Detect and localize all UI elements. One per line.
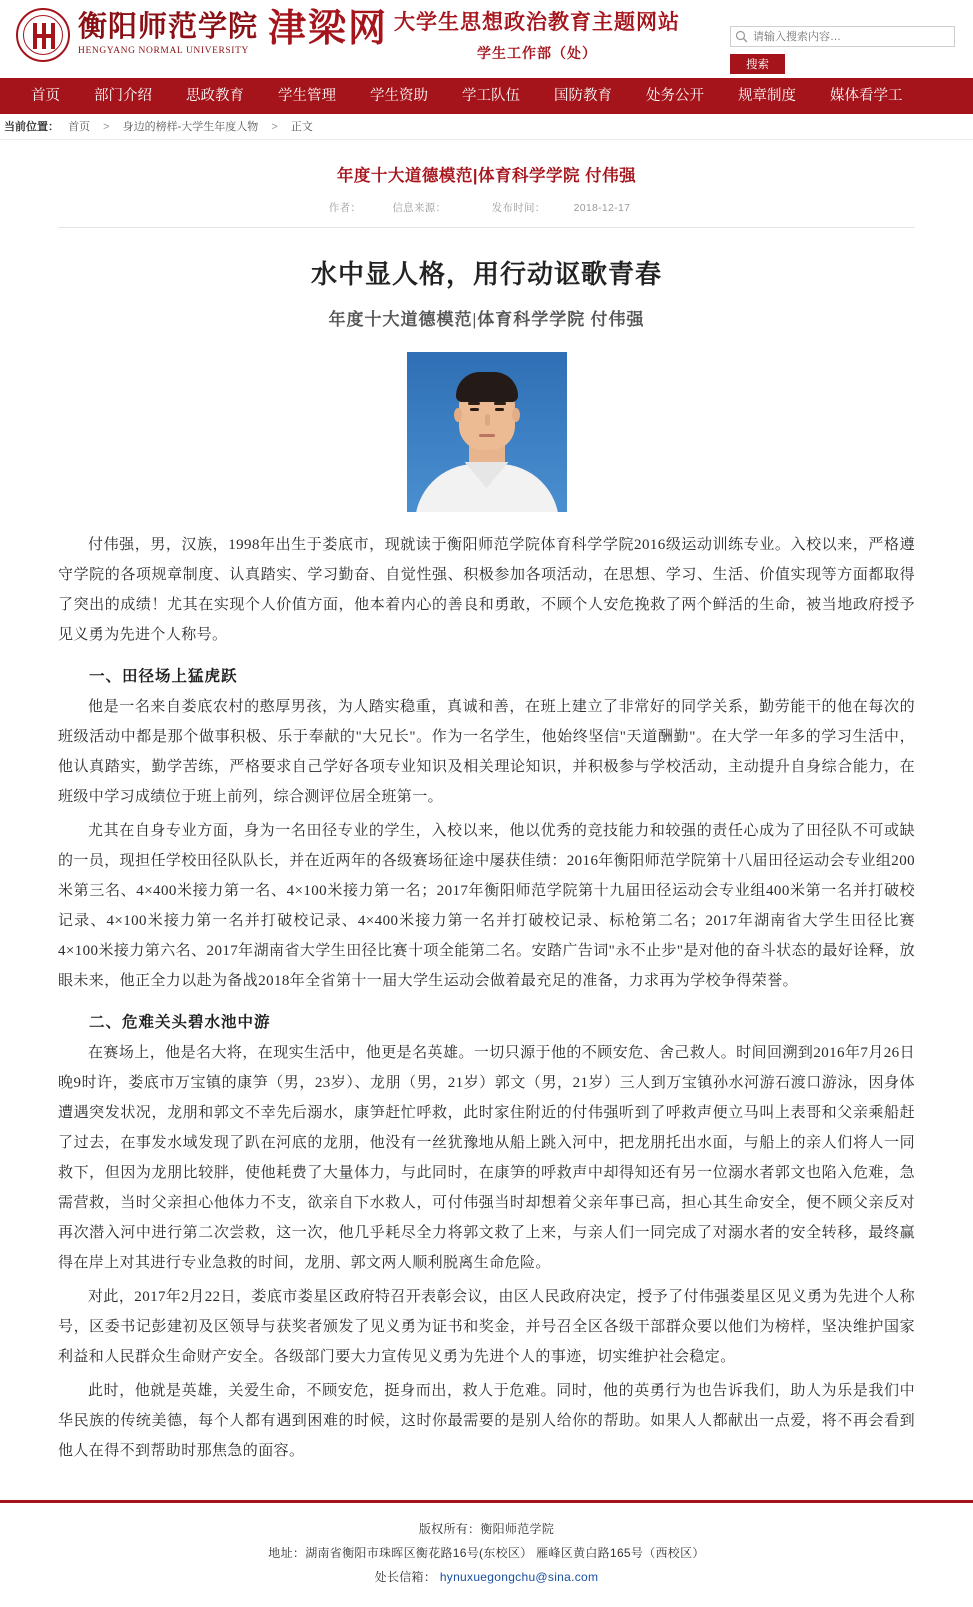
breadcrumb-item-home[interactable]: 首页 (68, 121, 91, 133)
footer-address: 地址：湖南省衡阳市珠晖区衡花路16号(东校区） 雁峰区黄白路165号（西校区） (268, 1546, 705, 1560)
page-title: 年度十大道德模范|体育科学学院 付伟强 (336, 167, 637, 185)
article-headline: 水中显人格，用行动讴歌青春 (310, 260, 662, 289)
brand-subtitle-dept: 学生工作部（处） (477, 47, 598, 63)
breadcrumb-label: 当前位置： (4, 121, 59, 133)
main-nav (0, 78, 973, 114)
site-header (0, 0, 973, 78)
article-paragraph: 在赛场上，他是名大将，在现实生活中，他更是名英雄。一切只源于他的不顾安危、舍己救人。时间回溯到2016年7月26日晚9时许，娄底市万宝镇的康笋（男，23岁）、龙朋（男，21岁）郭文（男，21岁）三人到万宝镇孙水河游石渡口游泳，因身体遭遇突发状况，龙朋和郭文不幸先后溺水，康笋赶忙呼救，此时家住附近的付伟强听到了呼救声便立马叫上表哥和父亲乘船赶了过去，在事发水域发现了趴在河底的龙朋，他没有一丝犹豫地从船上跳入河中，把龙朋托出水面，与船上的亲人们将人一同救下，但因为龙朋比较胖，使他耗费了大量体力，与此同时，在康笋的呼救声中却得知还有另一位溺水者郭文也陷入危难，急需营救，当时父亲担心他体力不支，欲亲自下水救人，可付伟强当时却想着父亲年事已高，担心其生命安全，便不顾父亲反对再次潜入河中进行第二次尝救，这一次，他几乎耗尽全力将郭文救了上来，与亲人们一同完成了对溺水者的安全转移，最终赢得在岸上对其进行专业急救的时间，龙朋、郭文两人顺利脱离生命危险。 (58, 1045, 915, 1271)
article-author: 作者： (328, 202, 362, 214)
nav-item-ideology[interactable]: 思政教育 (186, 88, 244, 104)
nav-item-media[interactable]: 媒体看学工 (830, 88, 903, 104)
site-footer (0, 1500, 973, 1607)
portrait-nose (485, 414, 490, 426)
site-logo[interactable] (0, 0, 258, 62)
article-section-heading: 一、田径场上猛虎跃 (89, 668, 238, 685)
article-paragraph: 尤其在自身专业方面，身为一名田径专业的学生，入校以来，他以优秀的竞技能力和较强的责任心成为了田径队不可或缺的一员，现担任学校田径队队长，并在近两年的各级赛场征途中屡获佳绩：2016年衡阳师范学院第十八届田径运动会专业组200米第三名、4×400米接力第一名、4×100米接力第一名；2017年衡阳师范学院第十九届田径运动会专业组400米第一名并打破校记录、4×100米接力第一名并打破校记录、4×400米接力第一名并打破校记录、标枪第二名；2017年湖南省大学生田径比赛4×100米接力第六名、2017年湖南省大学生田径比赛十项全能第二名。安踏广告词"永不止步"是对他的奋斗状态的最好诠释，放眼未来，他正全力以赴为备战2018年全省第十一届大学生运动会做着最充足的准备，力求再为学校争得荣誉。 (58, 823, 915, 989)
article-source: 信息来源： (392, 202, 447, 214)
brand-subtitles (394, 10, 680, 63)
article-subheadline: 年度十大道德模范|体育科学学院 付伟强 (328, 310, 645, 329)
nav-item-funding[interactable]: 学生资助 (370, 88, 428, 104)
portrait-wrap (58, 352, 915, 512)
article-section-heading: 二、危难关头碧水池中游 (89, 1014, 271, 1031)
nav-item-defense-edu[interactable]: 国防教育 (554, 88, 612, 104)
footer-copyright: 版权所有：衡阳师范学院 (418, 1522, 555, 1536)
nav-item-home[interactable]: 首页 (31, 88, 60, 104)
nav-item-team[interactable]: 学工队伍 (462, 88, 520, 104)
nav-item-regulations[interactable]: 规章制度 (738, 88, 796, 104)
portrait-brow-left (468, 402, 480, 405)
portrait-hair (456, 372, 518, 402)
footer-email-link[interactable]: hynuxuegongchu@sina.com (439, 1570, 599, 1584)
nav-item-student-mgmt[interactable]: 学生管理 (278, 88, 336, 104)
search-area (730, 26, 955, 74)
university-name-cn: 衡阳师范学院 (78, 11, 259, 44)
portrait-ear-right (512, 408, 520, 422)
footer-contact-label: 处长信箱： (374, 1570, 437, 1584)
brand-name-cn: 津梁网 (268, 8, 389, 50)
article-date: 发布时间： 2018-12-17 (491, 202, 631, 214)
portrait-mouth (479, 434, 495, 437)
breadcrumb-separator-1: > (103, 121, 110, 133)
article-container (0, 140, 973, 1466)
breadcrumb-item-current: 正文 (290, 121, 313, 133)
brand-subtitle-main: 大学生思想政治教育主题网站 (394, 10, 681, 34)
footer-contact (0, 1565, 973, 1589)
meta-divider (58, 227, 915, 228)
university-name (78, 13, 258, 57)
article-meta (58, 200, 915, 215)
portrait-ear-left (454, 408, 462, 422)
search-button[interactable]: 搜索 (730, 54, 785, 74)
university-seal-icon (16, 8, 70, 62)
article-paragraph: 付伟强，男，汉族，1998年出生于娄底市，现就读于衡阳师范学院体育科学学院2016级运动训练专业。入校以来，严格遵守学院的各项规章制度、认真踏实、学习勤奋、自觉性强、积极参加各项活动，在思想、学习、生活、价值实现等方面都取得了突出的成绩！尤其在实现个人价值方面，他本着内心的善良和勇敢，不顾个人安危挽救了两个鲜活的生命，被当地政府授予见义勇为先进个人称号。 (58, 537, 915, 643)
breadcrumb-item-category[interactable]: 身边的榜样-大学生年度人物 (122, 121, 259, 133)
article-paragraph: 对此，2017年2月22日，娄底市娄星区政府特召开表彰会议，由区人民政府决定，授予了付伟强娄星区见义勇为先进个人称号，区委书记彭建初及区领导与获奖者颁发了见义勇为证书和奖金，并号召全区各级干部群众要以他们为榜样，坚决维护国家利益和人民群众生命财产安全。各级部门要大力宣传见义勇为先进个人的事迹，切实维护社会稳定。 (58, 1289, 915, 1365)
portrait-brow-right (494, 402, 506, 405)
search-input[interactable] (730, 26, 955, 47)
search-icon (735, 30, 748, 43)
breadcrumb (0, 114, 973, 140)
portrait-photo (407, 352, 567, 512)
site-brand[interactable] (268, 0, 680, 63)
article-paragraph: 他是一名来自娄底农村的憨厚男孩，为人踏实稳重，真诚和善，在班上建立了非常好的同学关系，勤劳能干的他在每次的班级活动中都是那个做事积极、乐于奉献的"大兄长"。作为一名学生，他始终坚信"天道酬勤"。在大学一年多的学习生活中，他认真踏实，勤学苦练，严格要求自己学好各项专业知识及相关理论知识，并积极参与学校活动，主动提升自身综合能力，在班级中学习成绩位于班上前列，综合测评位居全班第一。 (58, 699, 915, 805)
breadcrumb-separator-2: > (271, 121, 278, 133)
nav-item-public-affairs[interactable]: 处务公开 (646, 88, 704, 104)
article-paragraph: 此时，他就是英雄，关爱生命，不顾安危，挺身而出，救人于危难。同时，他的英勇行为也告诉我们，助人为乐是我们中华民族的传统美德，每个人都有遇到困难的时候，这时你最需要的是别人给你的帮助。如果人人都献出一点爱，将不再会看到他人在得不到帮助时那焦急的面容。 (58, 1383, 915, 1459)
portrait-eye-right (495, 408, 504, 411)
portrait-eye-left (470, 408, 479, 411)
university-name-en: HENGYANG NORMAL UNIVERSITY (78, 46, 249, 57)
nav-item-department[interactable]: 部门介绍 (94, 88, 152, 104)
